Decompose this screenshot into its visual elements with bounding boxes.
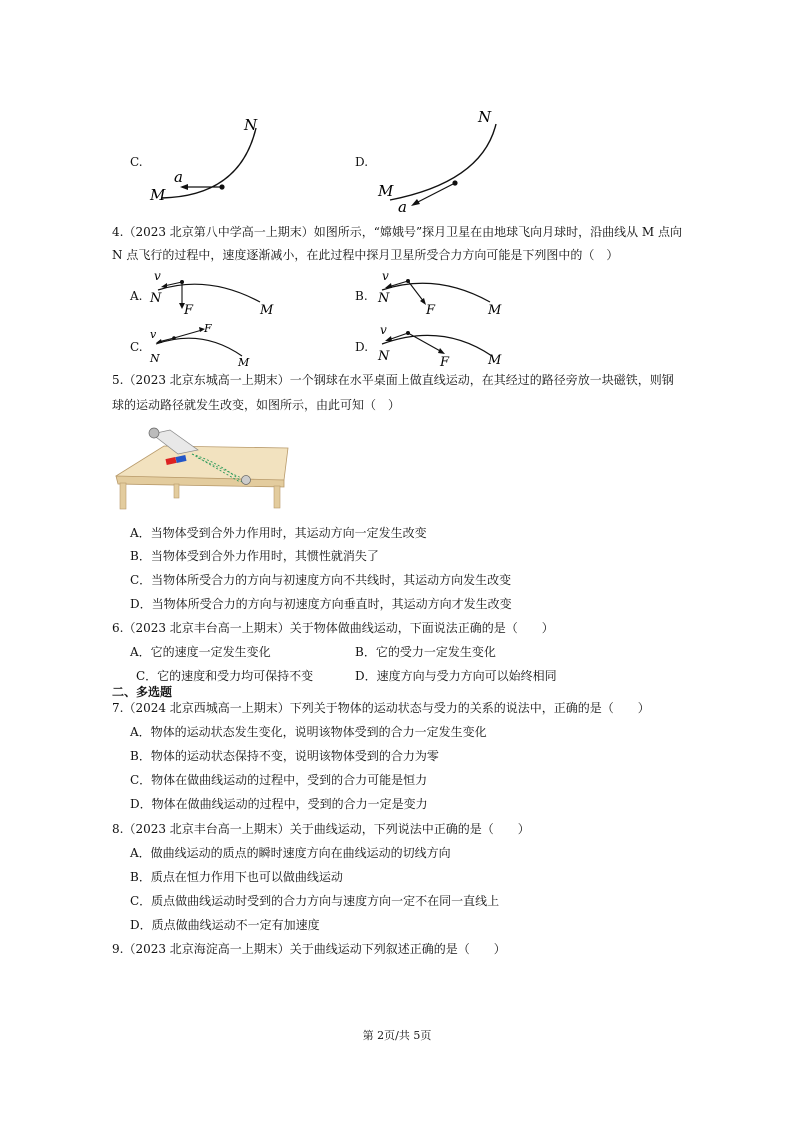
q4c-curve <box>156 338 242 356</box>
q3d-arrow-a <box>414 183 455 204</box>
svg-text:F: F <box>204 322 212 335</box>
q8-option-d: D．质点做曲线运动不一定有加速度 <box>130 918 320 932</box>
q3c-label-n: N <box>244 116 258 134</box>
q4-option-c-diagram <box>146 320 256 368</box>
q7-option-a: A．物体的运动状态发生变化，说明该物体受到的合力一定发生变化 <box>130 725 487 739</box>
q7-option-c: C．物体在做曲线运动的过程中，受到的合力可能是恒力 <box>130 773 428 787</box>
page-number-footer: 第 2页/共 5页 <box>362 1029 432 1042</box>
q3-option-c-label: C. <box>130 155 143 169</box>
q7-stem: 7.（2024 北京西城高一上期末）下列关于物体的运动状态与受力的关系的说法中，正确的是（ ） <box>112 701 650 715</box>
svg-text:v: v <box>154 269 161 283</box>
q8-stem: 8.（2023 北京丰台高一上期末）关于曲线运动，下列说法中正确的是（ ） <box>112 822 530 836</box>
q4-option-b-label: B. <box>355 289 368 303</box>
q3-option-c-diagram <box>140 108 270 204</box>
q5-option-a: A．当物体受到合外力作用时，其运动方向一定发生改变 <box>130 526 427 540</box>
q4-stem-line2: N 点飞行的过程中，速度逐渐减小，在此过程中探月卫星所受合力方向可能是下列图中的（ ） <box>112 248 619 262</box>
q7-option-d: D．物体在做曲线运动的过程中，受到的合力一定是变力 <box>130 797 428 811</box>
q6-stem: 6.（2023 北京丰台高一上期末）关于物体做曲线运动，下面说法正确的是（ ） <box>112 621 554 635</box>
q5-option-b: B．当物体受到合外力作用时，其惯性就消失了 <box>130 549 379 563</box>
q8-option-c: C．质点做曲线运动时受到的合力方向与速度方向一定不在同一直线上 <box>130 894 500 908</box>
svg-text:v: v <box>382 269 389 283</box>
svg-text:N: N <box>150 352 160 365</box>
svg-text:N: N <box>378 291 390 306</box>
q4-option-a-label: A. <box>130 289 143 303</box>
q5-table-magnet-illustration <box>112 420 292 514</box>
svg-text:N: N <box>378 349 390 364</box>
q9-stem: 9.（2023 北京海淀高一上期末）关于曲线运动下列叙述正确的是（ ） <box>112 942 506 956</box>
q3c-label-m: M <box>150 186 166 204</box>
q3d-label-a: a <box>398 198 407 214</box>
q3d-arrowhead <box>411 199 420 206</box>
q4b-curve <box>382 283 490 302</box>
q4-option-c-label: C. <box>130 340 143 354</box>
svg-text:M: M <box>238 356 250 368</box>
svg-text:F: F <box>440 355 450 370</box>
q5-option-d: D．当物体所受合力的方向与初速度方向垂直时，其运动方向才发生改变 <box>130 597 512 611</box>
svg-text:F: F <box>184 303 194 316</box>
q3-option-d-diagram <box>370 102 510 214</box>
svg-text:M: M <box>260 303 274 316</box>
q3d-label-n: N <box>478 108 492 126</box>
q3-option-d-label: D. <box>355 155 369 169</box>
svg-text:v: v <box>150 328 157 341</box>
svg-text:M: M <box>488 303 502 316</box>
q4-option-b-diagram <box>372 268 512 316</box>
svg-text:N: N <box>150 291 162 306</box>
q8-option-a: A．做曲线运动的质点的瞬时速度方向在曲线运动的切线方向 <box>130 846 451 860</box>
q7-option-b: B．物体的运动状态保持不变，说明该物体受到的合力为零 <box>130 749 439 763</box>
svg-text:v: v <box>380 323 387 337</box>
q3d-label-m: M <box>378 182 394 200</box>
svg-text:F: F <box>426 303 436 316</box>
q4-option-d-label: D. <box>355 340 369 354</box>
q3c-label-a: a <box>174 168 183 186</box>
q6-option-c: C．它的速度和受力均可保持不变 <box>136 669 314 683</box>
q5-stem-line2: 球的运动路径就发生改变，如图所示，由此可知（ ） <box>112 398 401 412</box>
section-heading-multiple-choice: 二、多选题 <box>112 685 173 699</box>
q4-stem-line1: 4.（2023 北京第八中学高一上期末）如图所示，“嫦娥号”探月卫星在由地球飞向月球时，沿曲线从 M 点向 <box>112 225 682 239</box>
q5-option-c: C．当物体所受合力的方向与初速度方向不共线时，其运动方向发生改变 <box>130 573 512 587</box>
q4-option-a-diagram <box>148 268 278 316</box>
svg-text:M: M <box>488 353 502 368</box>
q8-option-b: B．质点在恒力作用下也可以做曲线运动 <box>130 870 343 884</box>
q6-option-a: A．它的速度一定发生变化 <box>130 645 271 659</box>
q6-option-b: B．它的受力一定发生变化 <box>355 645 496 659</box>
q4a-curve <box>158 284 260 302</box>
q4-option-d-diagram <box>372 320 512 370</box>
q6-option-d: D．速度方向与受力方向可以始终相同 <box>355 669 557 683</box>
q4d-curve <box>382 335 492 356</box>
q5-stem-line1: 5.（2023 北京东城高一上期末）一个钢球在水平桌面上做直线运动，在其经过的路径旁放一块磁铁，则钢 <box>112 373 674 387</box>
